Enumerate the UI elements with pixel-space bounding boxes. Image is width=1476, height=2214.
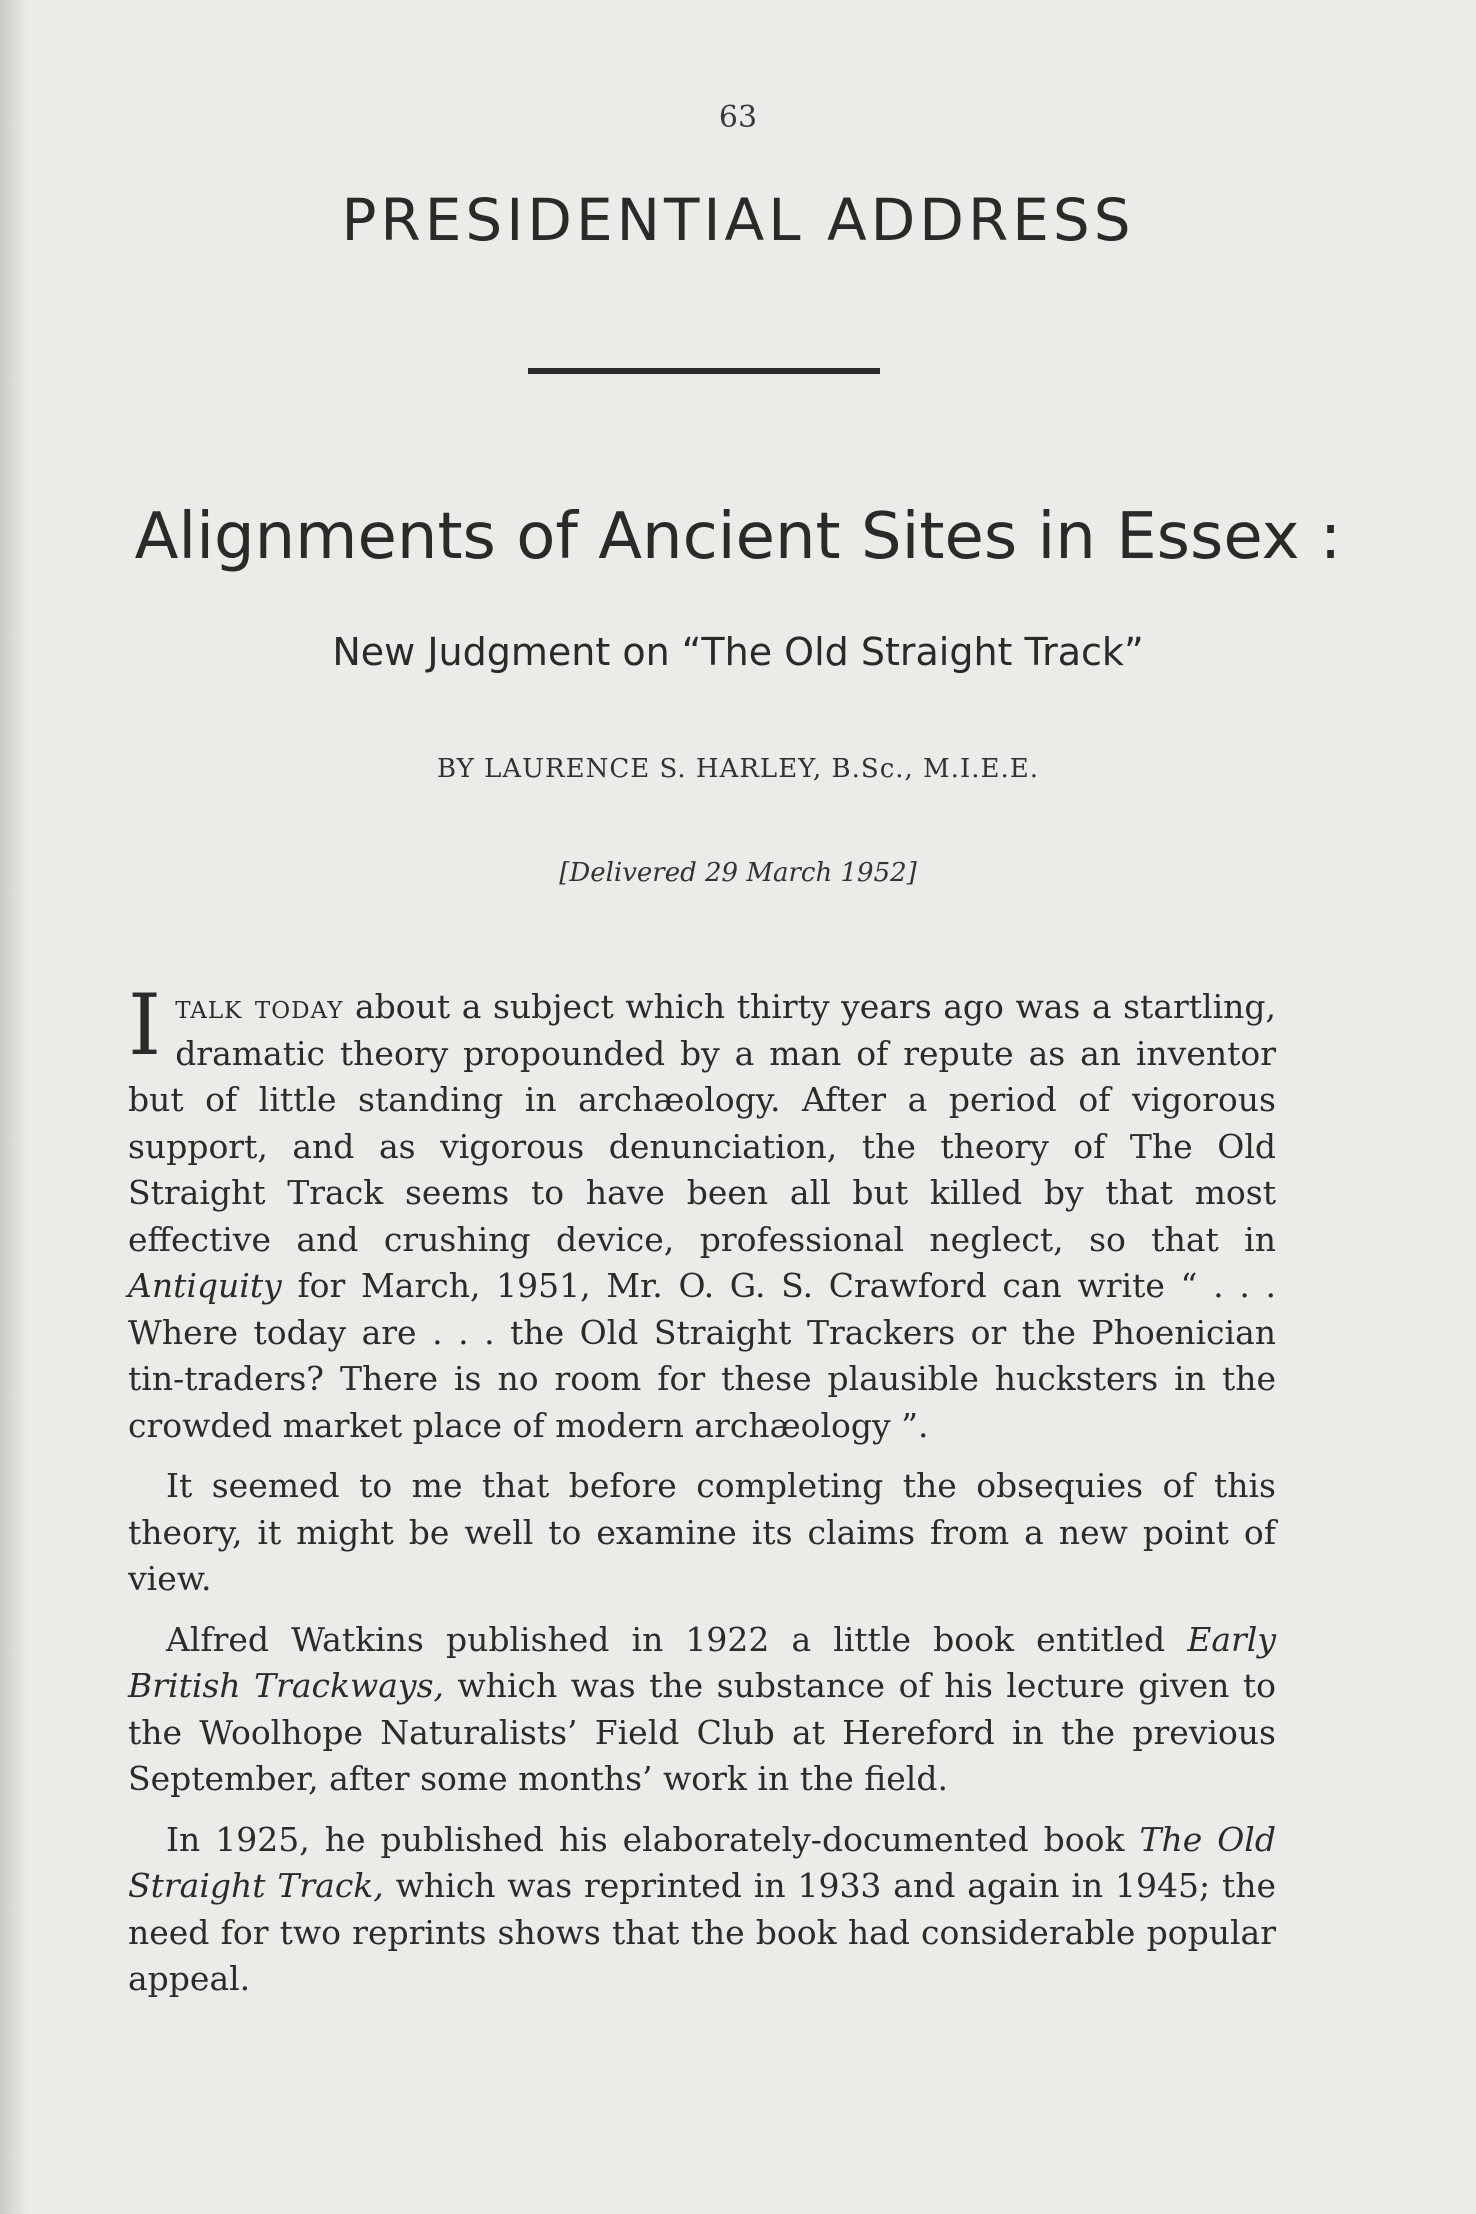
paragraph-4 xyxy=(128,1817,1276,2003)
lead-in-smallcaps: talk today xyxy=(175,987,344,1026)
drop-cap: I xyxy=(128,976,162,1074)
journal-title-antiquity: Antiquity xyxy=(128,1266,282,1305)
article-body xyxy=(128,976,1277,2003)
book-title-old-straight-track: The Old Straight Track, xyxy=(128,1819,1276,1905)
book-title-early-british-trackways: Early British Trackways, xyxy=(128,1619,1276,1705)
section-title: PRESIDENTIAL ADDRESS xyxy=(341,186,1135,254)
paragraph-1-text-b: for March, 1951, Mr. O. G. S. Crawford can write “ . . . Where today are . . . the Old Straight Trackers or the Phoenician tin-traders? There is no room for these plausible hucksters in the crowded market place of modern archæology ”. xyxy=(128,1266,1276,1445)
paragraph-3-text-b: which was the substance of his lecture given to the Woolhope Naturalists’ Field Club at Hereford in the previous September, after some months’ work in the field. xyxy=(128,1666,1276,1798)
page-edge-shadow xyxy=(0,0,28,2214)
paragraph-1 xyxy=(128,976,1277,1449)
paragraph-4-text-b: which was reprinted in 1933 and again in 1945; the need for two reprints shows that the book had considerable popular appeal. xyxy=(128,1866,1276,1998)
paragraph-4-text-a: In 1925, he published his elaborately-documented book xyxy=(166,1819,1140,1859)
author-byline: BY LAURENCE S. HARLEY, B.Sc., M.I.E.E. xyxy=(437,754,1039,784)
paragraph-3 xyxy=(128,1617,1276,1803)
article-title: Alignments of Ancient Sites in Essex : xyxy=(134,500,1342,574)
paragraph-2: It seemed to me that before completing the obsequies of this theory, it might be well to examine its claims from a new point of view. xyxy=(128,1466,1276,1598)
title-rule xyxy=(528,368,880,374)
page-number: 63 xyxy=(718,100,758,135)
paragraph-3-text-a: Alfred Watkins published in 1922 a little book entitled xyxy=(166,1619,1188,1659)
delivery-date: [Delivered 29 March 1952] xyxy=(559,858,917,888)
paragraph-1-text-a: about a subject which thirty years ago was a startling, dramatic theory propounded by a man of repute as an inventor but of little standing in archæology. After a period of vigorous support, and as vigorous denunciation, the theory of The Old Straight Track seems to have been all but killed by that most effective and crushing device, professional neglect, so that in xyxy=(128,987,1277,1259)
article-subtitle: New Judgment on “The Old Straight Track” xyxy=(332,630,1144,674)
